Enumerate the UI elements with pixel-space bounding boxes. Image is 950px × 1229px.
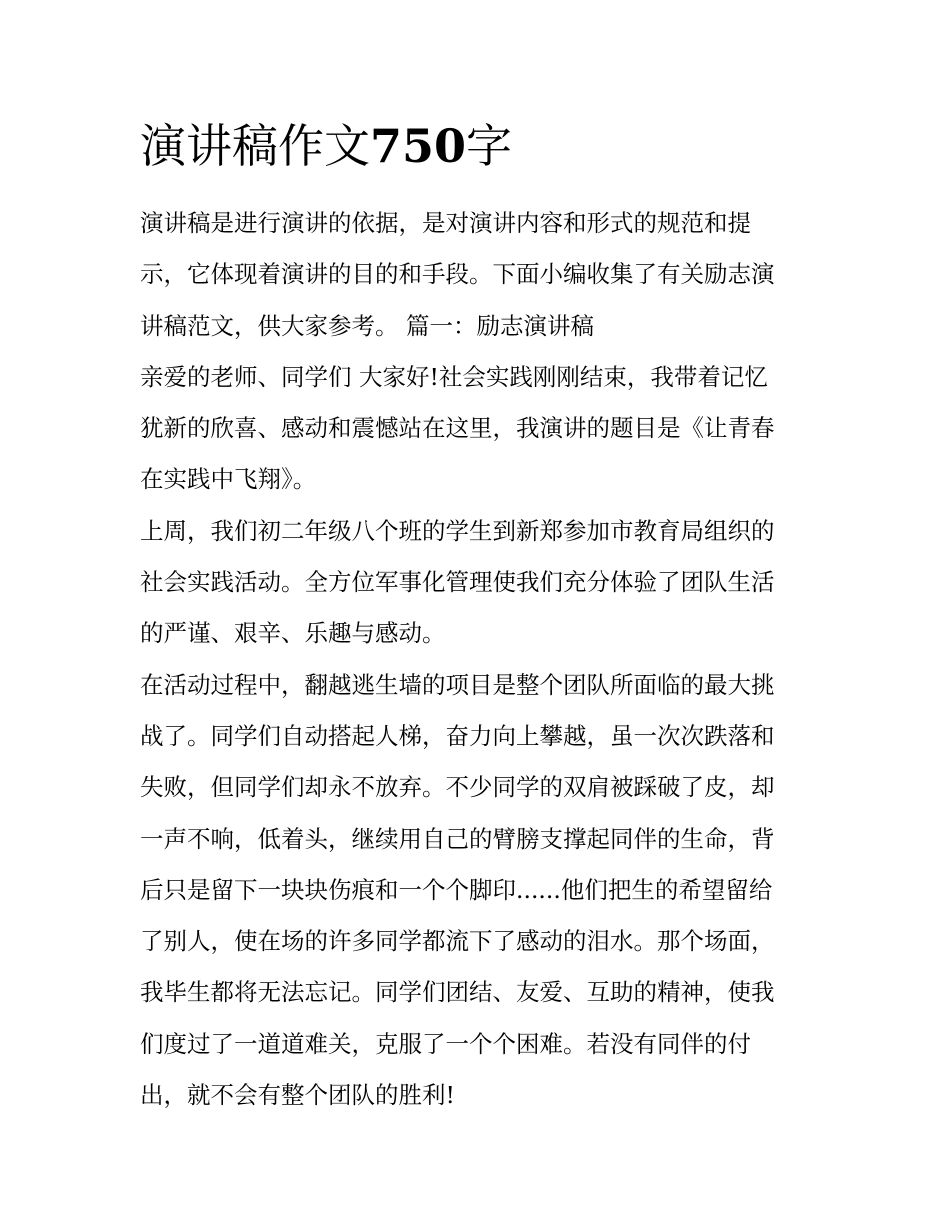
text-line: 失败，但同学们却永不放弃。不少同学的双肩被踩破了皮，却 (140, 773, 775, 802)
text-line: 的严谨、艰辛、乐趣与感动。 (140, 619, 446, 648)
text-line: 在实践中飞翔》。 (140, 465, 317, 494)
text-line: 犹新的欣喜、感动和震憾站在这里，我演讲的题目是《让青春 (140, 414, 775, 443)
text-line: 我毕生都将无法忘记。同学们团结、友爱、互助的精神，使我 (140, 978, 775, 1007)
text-line: 演讲稿是进行演讲的依据，是对演讲内容和形式的规范和提 (140, 209, 751, 237)
document-body (140, 198, 812, 1121)
text-line: 战了。同学们自动搭起人梯，奋力向上攀越，虽一次次跌落和 (140, 721, 775, 750)
text-line: 们度过了一道道难关，克服了一个个困难。若没有同伴的付 (140, 1029, 751, 1058)
title-suffix: 字 (466, 119, 513, 173)
paragraph-greeting (140, 352, 812, 506)
paragraph-last-week (140, 506, 812, 660)
text-line: 示，它体现着演讲的目的和手段。下面小编收集了有关励志演 (140, 260, 775, 289)
title-prefix: 演讲稿作文 (140, 119, 370, 173)
text-line: 在活动过程中，翻越逃生墙的项目是整个团队所面临的最大挑 (140, 670, 775, 699)
text-line: 亲爱的老师、同学们 大家好!社会实践刚刚结束，我带着记忆 (140, 362, 768, 391)
text-line: 出，就不会有整个团队的胜利! (140, 1081, 455, 1110)
paragraph-intro (140, 198, 812, 352)
text-line: 讲稿范文，供大家参考。 篇一：励志演讲稿 (140, 311, 594, 340)
paragraph-activity (140, 660, 812, 1122)
text-line: 上周，我们初二年级八个班的学生到新郑参加市教育局组织的 (140, 516, 775, 545)
text-line: 一声不响，低着头，继续用自己的臂膀支撑起同伴的生命，背 (140, 824, 775, 853)
title-number: 750 (370, 119, 467, 173)
text-line: 社会实践活动。全方位军事化管理使我们充分体验了团队生活 (140, 568, 775, 597)
document-title (140, 116, 512, 176)
text-line: 后只是留下一块块伤痕和一个个脚印......他们把生的希望留给 (140, 875, 773, 904)
text-line: 了别人，使在场的许多同学都流下了感动的泪水。那个场面， (140, 927, 775, 956)
